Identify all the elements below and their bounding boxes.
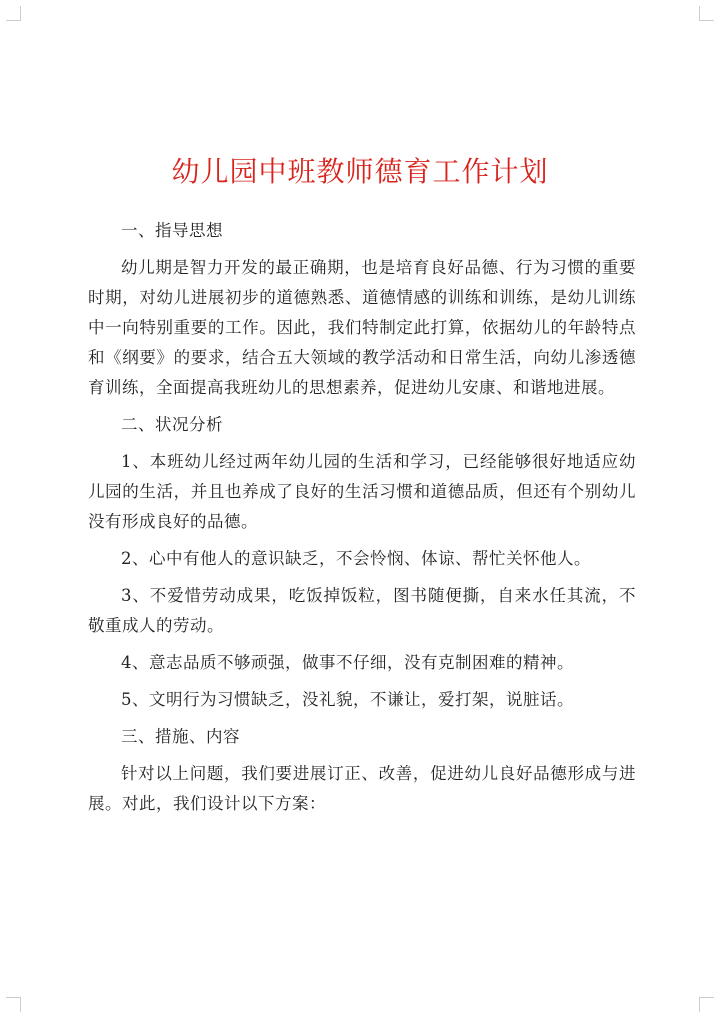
paragraph-analysis-4: 4、意志品质不够顽强，做事不仔细，没有克制困难的精神。: [121, 653, 574, 672]
section-heading-measures: 三、措施、内容: [121, 727, 240, 746]
corner-mark-bottom-left: [6, 997, 21, 1012]
section-heading-guiding-thought: 一、指导思想: [121, 221, 223, 240]
paragraph-analysis-5: 5、文明行为习惯缺乏，没礼貌，不谦让，爱打架，说脏话。: [121, 690, 574, 709]
section-heading-situation-analysis: 二、状况分析: [121, 415, 223, 434]
paragraph-analysis-1: 1、本班幼儿经过两年幼儿园的生活和学习，已经能够很好地适应幼儿园的生活，并且也养成了良好的生活习惯和道德品质，但还有个别幼儿没有形成良好的品德。: [88, 452, 636, 531]
document-title: 幼儿园中班教师德育工作计划: [171, 155, 549, 188]
paragraph-analysis-3: 3、不爱惜劳动成果，吃饭掉饭粒，图书随便撕，自来水任其流，不敬重成人的劳动。: [88, 586, 636, 635]
corner-mark-top-left: [6, 6, 21, 21]
document-body: [88, 216, 636, 826]
corner-mark-top-right: [699, 6, 714, 21]
paragraph-guiding-thought: 幼儿期是智力开发的最正确期，也是培育良好品德、行为习惯的重要时期，对幼儿进展初步的道德熟悉、道德情感的训练和训练，是幼儿训练中一向特别重要的工作。因此，我们特制定此打算，依据幼儿的年龄特点和《纲要》的要求，结合五大领域的教学活动和日常生活，向幼儿渗透德育训练，全面提高我班幼儿的思想素养，促进幼儿安康、和谐地进展。: [88, 258, 636, 397]
paragraph-analysis-2: 2、心中有他人的意识缺乏，不会怜悯、体谅、帮忙关怀他人。: [121, 549, 591, 568]
paragraph-measures-1: 针对以上问题，我们要进展订正、改善，促进幼儿良好品德形成与进展。对此，我们设计以下方案：: [88, 764, 636, 813]
corner-mark-bottom-right: [699, 997, 714, 1012]
